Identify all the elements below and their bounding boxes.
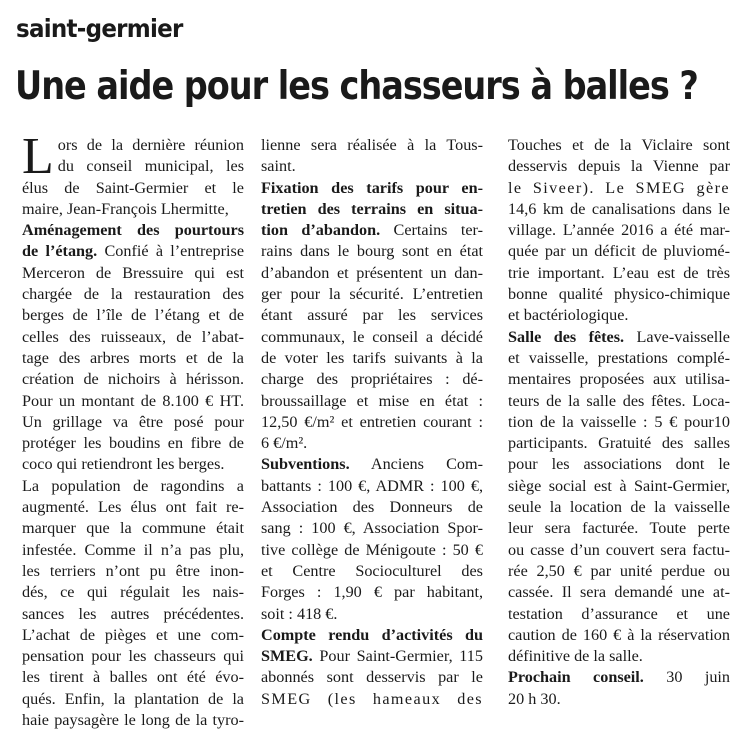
text-line: teurs de la salle des fêtes. Loca- [508,391,730,410]
text-line: L’achat de pièges et une com- [22,625,244,644]
text-fragment: Confié à l’entreprise [97,242,245,261]
text-line: et bactériologique. [508,306,629,325]
text-line: chargée de la restauration des [22,285,244,304]
text-line: qués. Enfin, la plantation de la [22,689,244,708]
text-line: dés, ce qui régulait les nais- [22,583,244,602]
text-line: tion de la vaisselle : 5 € pour10 [508,412,730,431]
text-line: Un grillage va être posé pour [22,412,244,431]
text-line: 14,6 km de canalisations dans le [508,199,730,218]
text-line: définitive de la salle. [508,647,643,666]
text-fragment: 30 juin [643,668,731,687]
text-line: caution de 160 € à la réservation [508,625,730,644]
text-line: 6 €/m². [261,434,308,453]
text-line: sances les autres précédentes. [22,604,244,623]
text-line: broussaillage et mise en état : [261,391,483,410]
text-line: 12,50 €/m² et entretien courant : [261,412,483,431]
section-kicker: saint-germier [16,14,183,43]
subheading-fixation: tretien des terrains en situa- [261,199,483,218]
article-column-2 [261,135,483,710]
subheading-compte-rendu: Compte rendu d’activités du [261,625,483,644]
text-line: seule la location de la vaisselle [508,498,730,517]
text-line: celles des ruisseaux, de l’abat- [22,327,244,346]
text-line: rée 2,50 € par unité perdue ou [508,561,730,580]
text-line: participants. Gratuité des salles [508,434,730,453]
text-line: Forges : 1,90 € par habitant, [261,583,483,602]
text-line: les tirent à balles ont été évo- [22,668,244,687]
text-line: et vaisselle, prestations complé- [508,348,730,367]
text-line: de voter les tarifs suivants à la [261,348,483,367]
text-fragment: Lave-vaisselle [624,327,730,346]
text-line: Pour un montant de 8.100 € HT. [22,391,244,410]
article-column-1 [22,128,245,731]
text-line: création de nichoirs à hérisson. [22,370,244,389]
text-fragment: Certains ter- [380,221,484,240]
subheading-prochain-conseil: Prochain conseil. [508,668,644,687]
text-line: augmenté. Les élus ont fait re- [22,498,244,517]
text-line: ou casse d’un couvert sera factu- [508,540,730,559]
text-line: pour les associations dont le [508,455,730,474]
text-line: berges de l’île de l’étang et de [22,306,244,325]
article-body [22,128,734,730]
text-line: charge des propriétaires : dé- [261,370,483,389]
text-line: et Centre Socioculturel des [261,561,483,580]
text-line: tage des arbres morts et de la [22,348,244,367]
text-line: protéger les boudins en fibre de [22,434,244,453]
text-fragment: Anciens Com- [349,455,483,474]
text-line: lienne sera réalisée à la Tous- [261,136,483,154]
article-headline: Une aide pour les chasseurs à balles ? [15,64,698,109]
subheading-amenagement-end: de l’étang. [22,242,98,261]
text-line: 20 h 30. [508,689,561,708]
text-line: du conseil municipal, les [57,157,244,176]
text-line: La population de ragondins a [22,476,244,495]
text-line: étant assuré par les services [261,306,483,325]
drop-cap: L [22,128,54,185]
subheading-salle-des-fetes: Salle des fêtes. [508,327,625,346]
text-line: tive collège de Ménigoute : 50 € [261,540,483,559]
text-line: ger pour la sécurité. L’entretien [261,285,483,304]
text-line: desservis depuis la Vienne par [508,157,730,176]
text-line: sang : 100 €, Association Spor- [261,519,483,538]
text-line: marquer que la commune était [22,519,244,538]
text-line: les terriers n’ont pu être inon- [22,561,244,580]
text-line: Merceron de Bressuire qui est [22,263,244,282]
text-line: soit : 418 €. [261,604,338,623]
text-line: Association des Donneurs de [261,498,483,517]
subheading-fixation: Fixation des tarifs pour en- [261,178,483,197]
text-line: communaux, le conseil a décidé [261,327,483,346]
text-line: battants : 100 €, ADMR : 100 €, [261,476,483,495]
subheading-fixation-end: tion d’abandon. [261,221,381,240]
text-line: le Siveer). Le SMEG gère [508,178,730,197]
text-fragment: Pour Saint-Germier, 115 [312,647,483,666]
subheading-amenagement: Aménagement des pourtours [22,221,244,240]
text-line: maire, Jean-François Lhermitte, [22,199,229,218]
text-line: pensation pour les chasseurs qui [22,647,244,666]
text-line: d’abandon et présentent un dan- [261,263,483,282]
text-line: bonne qualité physico-chimique [508,285,730,304]
text-line: coco qui retiendront les berges. [22,455,225,474]
text-line: quée par un déficit de pluviomé- [508,242,730,261]
text-line: saint. [261,157,296,176]
text-line: haie paysagère le long de la tyro- [22,711,244,730]
text-line: testation d’assurance et une [508,604,730,623]
text-line: village. L’année 2016 a été mar- [508,221,730,240]
text-line: infestée. Comme il n’a pas plu, [22,540,244,559]
text-line: abonnés sont desservis par le [261,668,483,687]
text-line: cassée. Il sera demandé une at- [508,583,730,602]
text-line: élus de Saint-Germier et le [22,178,244,197]
subheading-compte-rendu-end: SMEG. [261,647,313,666]
text-line: ors de la dernière réunion [57,136,244,154]
text-line: mentaires proposées aux utilisa- [508,370,730,389]
subheading-subventions: Subventions. [261,455,350,474]
text-line: rains dans le bourg sont en état [261,242,483,261]
text-line: SMEG (les hameaux des [261,689,483,708]
text-line: trie important. L’eau est de très [508,263,730,282]
text-line: Touches et de la Viclaire sont [508,136,730,154]
text-line: siège social est à Saint-Germier, [508,476,730,495]
text-line: leur sera facturée. Toute perte [508,519,730,538]
article-column-3 [508,135,730,710]
